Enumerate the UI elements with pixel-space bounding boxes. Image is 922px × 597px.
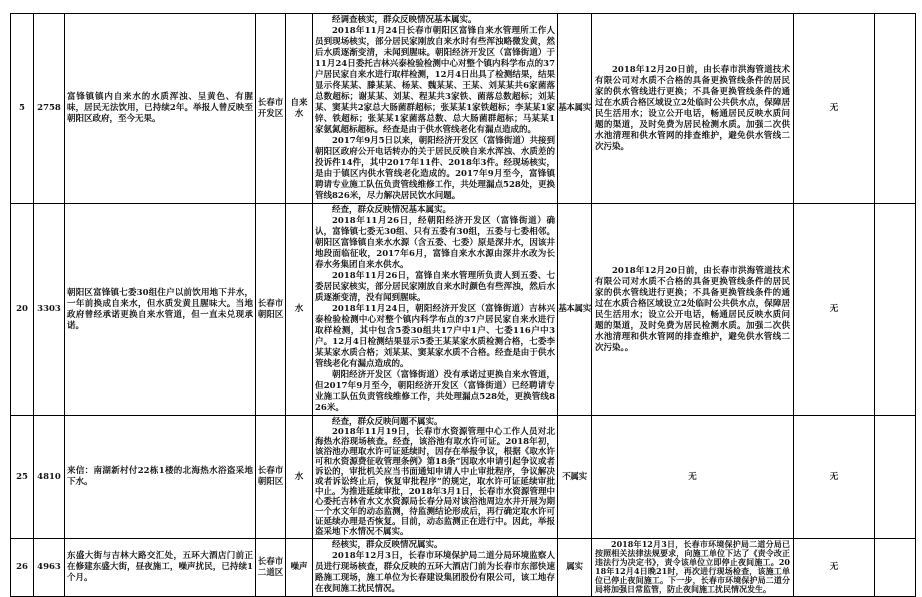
- table-row: [11, 539, 916, 597]
- case-number: 4963: [34, 539, 65, 597]
- investigation-paragraph: 2017年9月5日以来，朝阳经济开发区（富锋街道）共接到朝阳区政府公开电话转办的关于居民反映自来水浑浊、水质差的投诉件14件，其中2017年11件、2018年3件。经现场核实，是由于镇区内供水管线老化造成的。2017年9月至今，富锋镇聘请专业施工队伍负责管线维修工作，共处理漏点528处，更换管线826米，尽力解决居民饮水问题。: [315, 136, 555, 201]
- handling-measures: [592, 204, 794, 416]
- verdict: 基本属实: [558, 14, 592, 204]
- investigation-paragraph: 2018年11月26日，经朝阳经济开发区（富锋街道）确认，富锋镇七委无30组、只有五委有30组，五委与七委相邻。朝阳区富锋镇自来水水源（含五委、七委）原是深井水，因该井地段面临征收，2017年6月，富锋自来水水源由深井水改为长春水务集团自来水供水。: [315, 216, 555, 270]
- investigation-paragraph: 朝阳经济开发区（富锋街道）没有承诺过更换自来水管道，但2017年9月至今，朝阳经济开发区（富锋街道）已经聘请专业施工队伍负责管线维修工作，共处理漏点528处，更换管线826米。: [315, 370, 555, 413]
- case-number: 3303: [34, 204, 65, 416]
- complaint-text: 朝阳区富锋镇七委30组住户以前饮用地下井水，一年前换成自来水，但水质发黄且腥味大。当地政府曾经承诺更换自来水管道，但一直未兑现承诺。: [65, 204, 256, 416]
- region: 长春市朝阳区: [256, 416, 286, 539]
- investigation-paragraph: 2018年11月26日，富锋自来水管理所负责人到五委、七委居民家核实，部分居民家刚放自来水时颜色有些浑浊，然后水质逐渐变清，没有闻到腥味。: [315, 271, 555, 303]
- verdict: 基本属实: [558, 204, 592, 416]
- investigation-result: [313, 539, 558, 597]
- table-row: [11, 416, 916, 539]
- handling-measures: [592, 416, 794, 539]
- case-number: 2758: [34, 14, 65, 204]
- complaint-text: 来信：南湖新村付22栋1楼的北海热水浴盗采地下水。: [65, 416, 256, 539]
- verdict: 不属实: [558, 416, 592, 539]
- pollution-type: 自来水: [286, 14, 313, 204]
- investigation-paragraph: 经调查核实，群众反映情况基本属实。: [332, 15, 477, 25]
- investigation-paragraph: 经查，群众反映情况基本属实。: [332, 205, 452, 215]
- handling-measures: [592, 14, 794, 204]
- handling-measures: [592, 539, 794, 597]
- empty-cell: [875, 204, 916, 416]
- investigation-result: [313, 14, 558, 204]
- table-row: [11, 204, 916, 416]
- region: 长春市朝阳区: [256, 204, 286, 416]
- handling-paragraph: 2018年12月20日前，由长春市洪海管道技术有限公司对水质不合格的具备更换管线条件的居民家的供水管线进行更换；不具备更换管线条件的通过在水质合格区域设立2处临时公共供水点，保障居民生活用水；设立公开电话，畅通居民反映水质问题的渠道，及时免费为居民检测水质。加强二次供水池清理和供水管网的排查维护，避免供水管线二次污染。。: [595, 265, 790, 353]
- handling-paragraph: 无: [688, 471, 697, 482]
- row-seq: 20: [11, 204, 34, 416]
- row-seq: 25: [11, 416, 34, 539]
- region: 长春市开发区: [256, 14, 286, 204]
- investigation-paragraph: 2018年11月24日，朝阳经济开发区（富锋街道）吉林兴泰检验检测中心对整个镇内科学布点的37户居民家自来水进行取样检测，其中包含5委30组共17户中1户、七委116户中3户。12月4日检测结果显示5委王某某家水质检测合格，七委李某某家水质合格；刘某某、窦某家水质不合格。经查是由于供水管线老化有漏点造成的。: [315, 304, 555, 369]
- region: 长春市二道区: [256, 539, 286, 597]
- pollution-type: 水: [286, 416, 313, 539]
- complaint-text: 富锋镇镇内自来水的水质浑浊、呈黄色、有腥味，居民无法饮用，已持续2年。举报人曾反映至朝阳区政府，至今无果。: [65, 14, 256, 204]
- accountability: 无: [794, 204, 875, 416]
- investigation-result: [313, 204, 558, 416]
- table-row: [11, 14, 916, 204]
- handling-paragraph: 2018年12月20日前，由长春市洪海管道技术有限公司对水质不合格的具备更换管线条件的居民家的供水管线进行更换；不具备更换管线条件的通过在水质合格区域设立2处临时公共供水点，保障居民生活用水；设立公开电话，畅通居民反映水质问题的渠道，及时免费为居民检测水质。加强二次供水池清理和供水管网的排查维护，避免供水管线二次污染。: [595, 64, 790, 152]
- empty-cell: [875, 14, 916, 204]
- handling-paragraph: 2018年12月3日，长春市环境保护局二道分局已按照相关法律法规要求，向施工单位下达了《责令改正违法行为决定书》，责令该单位立即停止夜间施工。2018年12月4日晚21时，再次进行现场检查，该施工单位已停止夜间施工。下一步，长春市环境保护局二道分局将加强日常监管，防止夜间施工扰民情况发生。: [595, 539, 790, 594]
- accountability: 无: [794, 416, 875, 539]
- investigation-paragraph: 经核实，群众反映情况属实。: [332, 540, 443, 550]
- row-seq: 26: [11, 539, 34, 597]
- investigation-paragraph: 2018年11月19日，长春市水资源管理中心工作人员对北海热水浴现场核查。经查，该浴池有取水许可证。2018年初，该浴池办理取水许可证延续时，因存在举报争议，根据《取水许可和水资源费征收管理条例》第18条“因取水申请引起争议或者诉讼的，审批机关应当书面通知申请人中止审批程序，争议解决或者诉讼终止后，恢复审批程序”的规定，取水许可证延续审批中止。为推进延续审批，2018年3月1日，长春市水资源管理中心委托吉林省水文水资源局长春分局对该浴池周边水井开展为期一个水文年的动态监测，待监测结论形成后，再行确定取水许可证延续办理是否恢复。目前，动态监测正在进行中。因此，举报盗采地下水情况不属实。: [315, 427, 555, 537]
- row-seq: 5: [11, 14, 34, 204]
- empty-cell: [875, 416, 916, 539]
- investigation-paragraph: 2018年12月3日，长春市环境保护局二道分局环境监察人员进行现场核查，群众反映的五环大酒店门前为长春市东部快速路施工现场，施工单位为长春建设集团股份有限公司，该工地存在夜间施工扰民情况。: [315, 551, 555, 594]
- investigation-result: [313, 416, 558, 539]
- case-number: 4810: [34, 416, 65, 539]
- pollution-type: 噪声: [286, 539, 313, 597]
- investigation-paragraph: 2018年11月24日长春市朝阳区富锋自来水管理所工作人员到现场核实，部分居民家刚放自来水时有些浑浊略微发黄，然后水质逐渐变清，未闻到腥味。朝阳经济开发区（富锋街道）于11月24日委托吉林兴泰检验检测中心对整个镇内科学布点的37户居民家自来水进行取样检测，12月4日出具了检测结果，结果显示佟某某、滕某某、杨某、魏某某、王某、刘某某共6家菌落总数超标；谢某某、刘某、程某共3家铁、菌落总数超标；刘某某、窦某共2家总大肠菌群超标；张某某1家铁超标；李某某1家锌、铁超标；张某某1家菌落总数、总大肠菌群超标；马某某1家氨氮超标超标。经查是由于供水管线老化有漏点造成的。: [315, 26, 555, 135]
- empty-cell: [875, 539, 916, 597]
- complaint-handling-table: [10, 13, 916, 597]
- complaint-text: 东盛大街与吉林大路交汇处，五环大酒店门前正在修建东盛大街，昼夜施工，噪声扰民，已持续1个月。: [65, 539, 256, 597]
- verdict: 属实: [558, 539, 592, 597]
- investigation-paragraph: 经查，群众反映问题不属实。: [332, 417, 443, 427]
- pollution-type: 水: [286, 204, 313, 416]
- accountability: 无: [794, 539, 875, 597]
- accountability: 无: [794, 14, 875, 204]
